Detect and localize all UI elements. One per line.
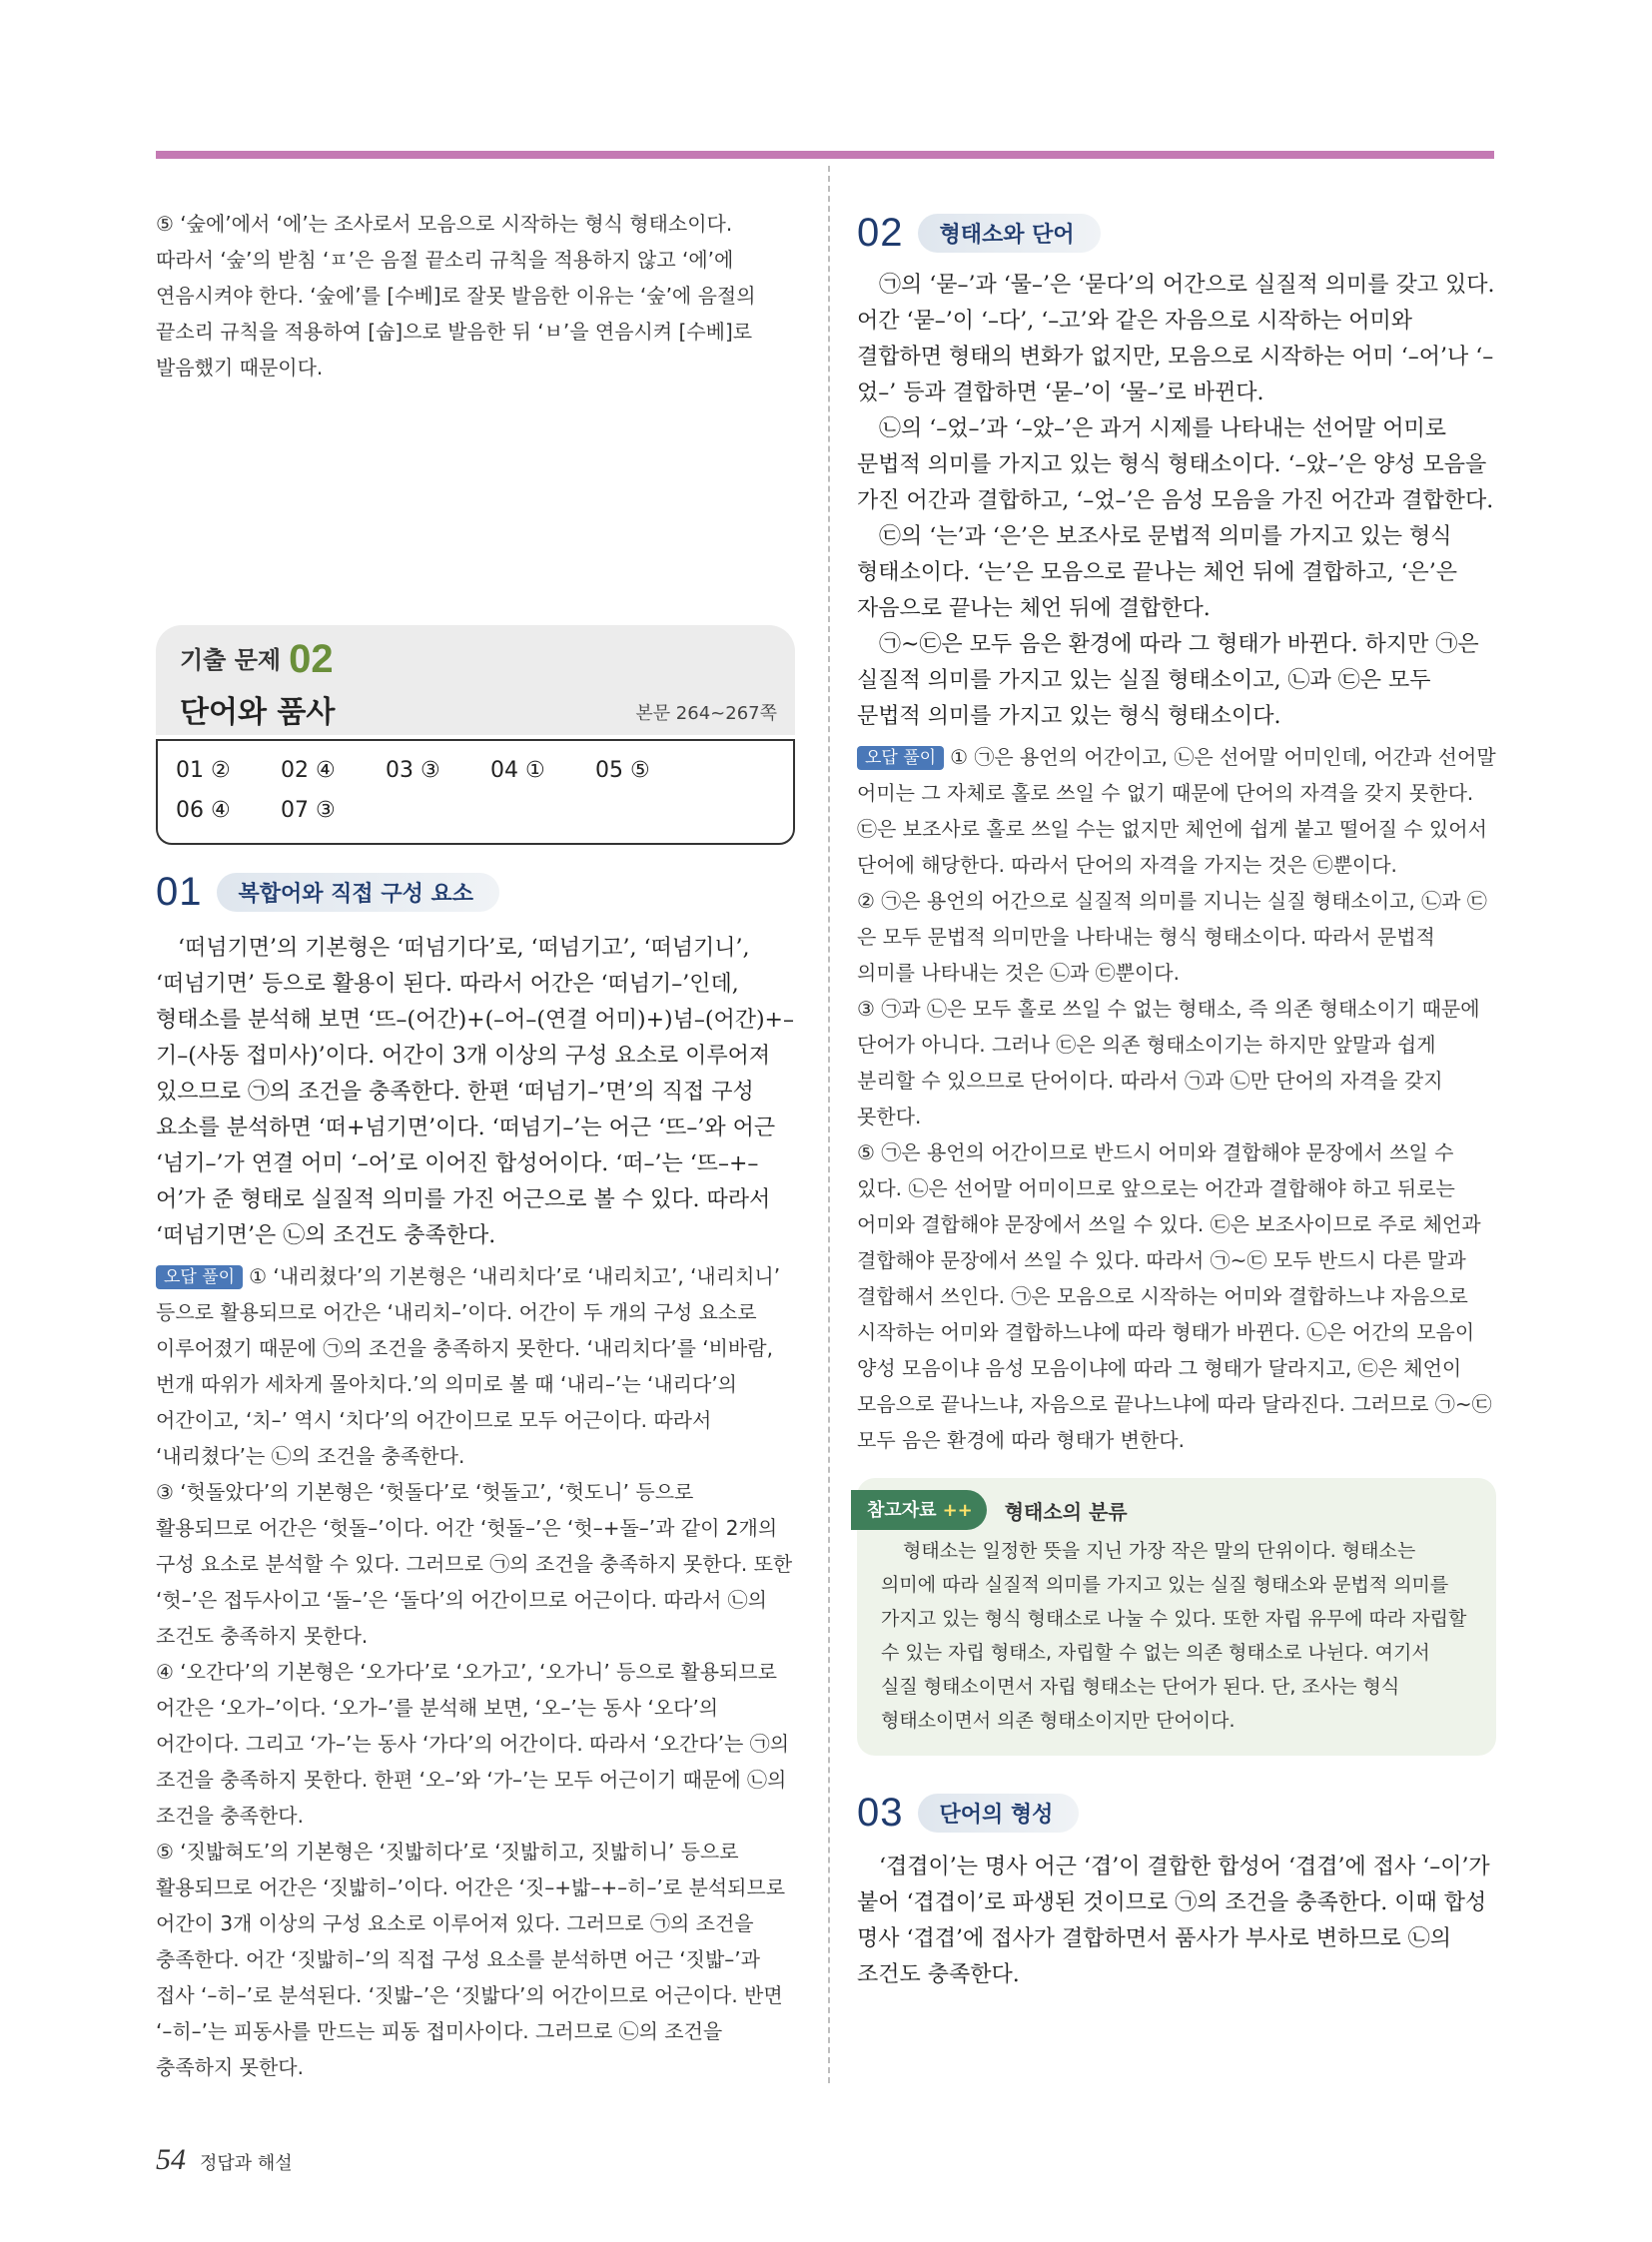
explanation-item-4: ④ ‘오간다’의 기본형은 ‘오가다’로 ‘오가고’, ‘오가니’ 등으로 활용되므로 어간은 ‘오가–’이다. ‘오가–’를 분석해 보면, ‘오–’는 동사 ‘오다’의 어간이다. 그리고 ‘가–’는 동사 ‘가다’의 어간이다. 따라서 ‘오간다’는 ㉠의 조건을 충족하지 못한다. 한편 ‘오–’와 ‘가–’는 모두 어근이기 때문에 ㉡의 조건을 충족한다. bbox=[156, 1660, 790, 1828]
page-reference: 본문 264~267쪽 bbox=[635, 703, 777, 724]
answer-item: 05 ⑤ bbox=[595, 758, 650, 783]
answer-item: 04 ① bbox=[490, 758, 545, 783]
past-exam-header bbox=[156, 625, 795, 735]
reference-header bbox=[851, 1490, 1470, 1530]
wrong-answer-explanation bbox=[156, 1258, 795, 1474]
explanation-item-3: ③ ‘헛돌았다’의 기본형은 ‘헛돌다’로 ‘헛돌고’, ‘헛도니’ 등으로 활용되므로 어간은 ‘헛돌–’이다. 어간 ‘헛돌–’은 ‘헛–+돌–’과 같이 2개의 구성 요소로 분석할 수 있다. 그러므로 ㉠의 조건을 충족하지 못한다. 또한 ‘헛–’은 접두사이고 ‘돌–’은 ‘돌다’의 어간이므로 어근이다. 따라서 ㉡의 조건도 충족하지 못한다. bbox=[156, 1480, 793, 1648]
reference-box bbox=[857, 1478, 1496, 1756]
section-03 bbox=[857, 1786, 1496, 1993]
section-02-heading bbox=[857, 206, 1496, 260]
section-01-heading bbox=[156, 865, 795, 919]
right-column bbox=[857, 206, 1496, 1993]
section-title: 복합어와 직접 구성 요소 bbox=[217, 873, 500, 912]
wrong-answer-text: ① ㉠은 용언의 어간이고, ㉡은 선어말 어미인데, 어간과 선어말 어미는 그 자체로 홀로 쓰일 수 없기 때문에 단어의 자격을 갖지 못한다. ㉢은 보조사로 홀로 쓰일 수는 없지만 체언에 쉽게 붙고 떨어질 수 있어서 단어에 해당한다. 따라서 단어의 자격을 가지는 것은 ㉢뿐이다. bbox=[857, 745, 1496, 877]
column-divider bbox=[828, 166, 830, 2083]
answer-item: 02 ④ bbox=[281, 758, 336, 783]
past-exam-box bbox=[156, 625, 795, 845]
section-number: 03 bbox=[857, 1790, 904, 1835]
section-02-para-1: ㉠의 ‘묻–’과 ‘물–’은 ‘묻다’의 어간으로 실질적 의미를 갖고 있다. 어간 ‘묻–’이 ‘–다’, ‘–고’와 같은 자음으로 시작하는 어미와 결합하면 형태의 변화가 없지만, 모음으로 시작하는 어미 ‘–어’나 ‘–었–’ 등과 결합하면 ‘묻–’이 ‘물–’로 바뀐다. bbox=[857, 273, 1495, 405]
answer-item: 01 ② bbox=[176, 758, 231, 783]
answer-item: 06 ④ bbox=[176, 798, 231, 823]
top-accent-bar bbox=[156, 151, 1494, 159]
past-exam-title: 단어와 품사 bbox=[180, 695, 336, 730]
section-02-para-3: ㉢의 ‘는’과 ‘은’은 보조사로 문법적 의미를 가지고 있는 형식 형태소이다. ‘는’은 모음으로 끝나는 체언 뒤에 결합하고, ‘은’은 자음으로 끝나는 체언 뒤에 결합한다. bbox=[857, 524, 1457, 621]
section-title: 형태소와 단어 bbox=[918, 214, 1101, 253]
page-footer bbox=[156, 2143, 293, 2177]
section-number: 02 bbox=[857, 210, 904, 255]
section-01 bbox=[156, 865, 795, 2085]
reference-body: 형태소는 일정한 뜻을 지닌 가장 작은 말의 단위이다. 형태소는 의미에 따라 실질적 의미를 가지고 있는 실질 형태소와 문법적 의미를 가지고 있는 형식 형태소로 나눌 수 있다. 또한 자립 유무에 따라 자립할 수 있는 자립 형태소, 자립할 수 없는 의존 형태소로 나뉜다. 여기서 실질 형태소이면서 자립 형태소는 단어가 된다. 단, 조사는 형식 형태소이면서 의존 형태소이지만 단어이다. bbox=[881, 1540, 1467, 1732]
reference-tag-text: 참고자료 bbox=[867, 1500, 937, 1521]
section-title: 단어의 형성 bbox=[918, 1794, 1080, 1833]
section-02-para-2: ㉡의 ‘–었–’과 ‘–았–’은 과거 시제를 나타내는 선어말 어미로 문법적 의미를 가지고 있는 형식 형태소이다. ‘–았–’은 양성 모음을 가진 어간과 결합하고, ‘–었–’은 음성 모음을 가진 어간과 결합한다. bbox=[857, 416, 1494, 513]
explanation-item-5: ⑤ ㉠은 용언의 어간이므로 반드시 어미와 결합해야 문장에서 쓰일 수 있다. ㉡은 선어말 어미이므로 앞으로는 어간과 결합해야 하고 뒤로는 어미와 결합해야 문장에서 쓰일 수 있다. ㉢은 보조사이므로 주로 체언과 결합해야 문장에서 쓰일 수 있다. 따라서 ㉠~㉢ 모두 반드시 다른 말과 결합해서 쓰인다. ㉠은 모음으로 시작하는 어미와 결합하느냐 자음으로 시작하는 어미와 결합하느냐에 따라 형태가 바뀐다. ㉡은 어간의 모음이 양성 모음이냐 음성 모음이냐에 따라 그 형태가 달라지고, ㉢은 체언이 모음으로 끝나느냐, 자음으로 끝나느냐에 따라 달라진다. 그러므로 ㉠~㉢ 모두 음은 환경에 따라 형태가 변한다. bbox=[857, 1140, 1492, 1452]
past-exam-label bbox=[180, 637, 334, 682]
past-exam-label-text: 기출 문제 bbox=[180, 646, 282, 674]
explanation-item-5: ⑤ ‘짓밟혀도’의 기본형은 ‘짓밟히다’로 ‘짓밟히고, 짓밟히니’ 등으로 활용되므로 어간은 ‘짓밟히–’이다. 어간은 ‘짓–+밟–+–히–’로 분석되므로 어간이 3개 이상의 구성 요소로 이루어져 있다. 그러므로 ㉠의 조건을 충족한다. 어간 ‘짓밟히–’의 직접 구성 요소를 분석하면 어근 ‘짓밟–’과 접사 ‘–히–’로 분석된다. ‘짓밟–’은 ‘짓밟다’의 어간이므로 어근이다. 반면 ‘–히–’는 피동사를 만드는 피동 접미사이다. 그러므로 ㉡의 조건을 충족하지 못한다. bbox=[156, 1840, 786, 2079]
section-01-body: ‘떠넘기면’의 기본형은 ‘떠넘기다’로, ‘떠넘기고’, ‘떠넘기니’, ‘떠넘기면’ 등으로 활용이 된다. 따라서 어간은 ‘떠넘기–’인데, 형태소를 분석해 보면 ‘뜨–(어간)+(–어–(연결 어미)+)넘–(어간)+–기–(사동 접미사)’이다. 어간이 3개 이상의 구성 요소로 이루어져 있으므로 ㉠의 조건을 충족한다. 한편 ‘떠넘기–’면’의 직접 구성 요소를 분석하면 ‘떠+넘기면’이다. ‘떠넘기–’는 어근 ‘뜨–’와 어근 ‘넘기–’가 연결 어미 ‘–어’로 이어진 합성어이다. ‘떠–’는 ‘뜨–+–어’가 준 형태로 실질적 의미를 가진 어근으로 볼 수 있다. 따라서 ‘떠넘기면’은 ㉡의 조건도 충족한다. bbox=[156, 936, 794, 1248]
wrong-answer-badge: 오답 풀이 bbox=[156, 1265, 243, 1289]
left-column bbox=[156, 206, 795, 2079]
footer-label: 정답과 해설 bbox=[200, 2153, 293, 2174]
wrong-answer-badge: 오답 풀이 bbox=[857, 746, 944, 770]
wrong-answer-explanation bbox=[857, 739, 1496, 883]
plus-icon: ++ bbox=[942, 1500, 973, 1521]
wrong-answer-text: ① ‘내리쳤다’의 기본형은 ‘내리치다’로 ‘내리치고’, ‘내리치니’ 등으로 활용되므로 어간은 ‘내리치–’이다. 어간이 두 개의 구성 요소로 이루어졌기 때문에 ㉠의 조건을 충족하지 못한다. ‘내리치다’를 ‘비바람, 번개 따위가 세차게 몰아치다.’의 의미로 볼 때 ‘내리–’는 ‘내리다’의 어간이고, ‘치–’ 역시 ‘치다’의 어간이므로 모두 어근이다. 따라서 ‘내리쳤다’는 ㉡의 조건을 충족한다. bbox=[156, 1264, 781, 1468]
section-03-heading bbox=[857, 1786, 1496, 1840]
section-number: 01 bbox=[156, 869, 203, 914]
intro-paragraph: ⑤ ‘숲에’에서 ‘에’는 조사로서 모음으로 시작하는 형식 형태소이다. 따라서 ‘숲’의 받침 ‘ㅍ’은 음절 끝소리 규칙을 적용하지 않고 ‘에’에 연음시켜야 한다. ‘숲에’를 [수베]로 잘못 발음한 이유는 ‘숲’에 음절의 끝소리 규칙을 적용하여 [숩]으로 발음한 뒤 ‘ㅂ’을 연음시켜 [수베]로 발음했기 때문이다. bbox=[156, 212, 756, 379]
answer-item: 07 ③ bbox=[281, 798, 336, 823]
section-03-body: ‘겹겹이’는 명사 어근 ‘겹’이 결합한 합성어 ‘겹겹’에 접사 ‘–이’가 붙어 ‘겹겹이’로 파생된 것이므로 ㉠의 조건을 충족한다. 이때 합성 명사 ‘겹겹’에 접사가 결합하면서 품사가 부사로 변하므로 ㉡의 조건도 충족한다. bbox=[857, 1855, 1490, 1987]
section-02-para-4: ㉠~㉢은 모두 음은 환경에 따라 그 형태가 바뀐다. 하지만 ㉠은 실질적 의미를 가지고 있는 실질 형태소이고, ㉡과 ㉢은 모두 문법적 의미를 가지고 있는 형식 형태소이다. bbox=[857, 632, 1479, 729]
reference-tag bbox=[851, 1490, 987, 1530]
reference-title: 형태소의 분류 bbox=[1004, 1499, 1128, 1524]
page-number: 54 bbox=[156, 2143, 186, 2176]
explanation-item-3: ③ ㉠과 ㉡은 모두 홀로 쓰일 수 없는 형태소, 즉 의존 형태소이기 때문에 단어가 아니다. 그러나 ㉢은 의존 형태소이기는 하지만 앞말과 쉽게 분리할 수 있으므로 단어이다. 따라서 ㉠과 ㉡만 단어의 자격을 갖지 못한다. bbox=[857, 997, 1480, 1128]
answer-key bbox=[156, 739, 795, 845]
explanation-item-2: ② ㉠은 용언의 어간으로 실질적 의미를 지니는 실질 형태소이고, ㉡과 ㉢은 모두 문법적 의미만을 나타내는 형식 형태소이다. 따라서 문법적 의미를 나타내는 것은 ㉡과 ㉢뿐이다. bbox=[857, 889, 1487, 985]
past-exam-number: 02 bbox=[289, 637, 334, 681]
answer-item: 03 ③ bbox=[386, 758, 440, 783]
